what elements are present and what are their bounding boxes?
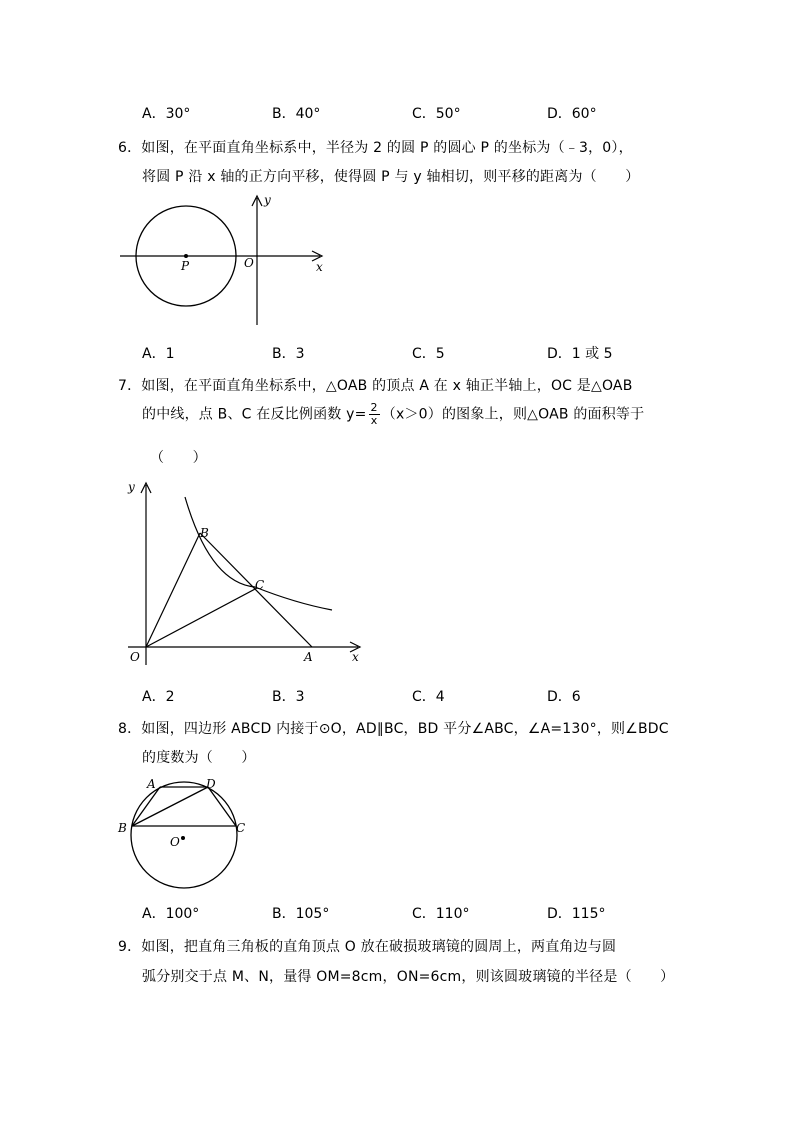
label-o: O (170, 835, 180, 849)
label-o: O (130, 650, 140, 664)
q8-option-b[interactable]: B．105° (272, 906, 330, 922)
label-a: A (147, 777, 156, 791)
q7-text-line2 (142, 402, 644, 427)
q5-option-c[interactable]: C．50° (412, 106, 461, 122)
center-o-dot (181, 836, 185, 840)
q8-option-c[interactable]: C．110° (412, 906, 470, 922)
q5-option-d[interactable]: D．60° (547, 106, 597, 122)
q8-figure (115, 772, 255, 892)
q9-text-line2: 弧分别交于点 M、N，量得 OM=8cm，ON=6cm，则该圆玻璃镜的半径是（ ） (142, 969, 675, 985)
segment-bd (132, 787, 208, 826)
q7-line2-post: （x＞0）的图象上，则△OAB 的面积等于 (381, 406, 645, 423)
q5-option-b[interactable]: B．40° (272, 106, 321, 122)
q8-option-d[interactable]: D．115° (547, 906, 606, 922)
q7-text-line3: （ ） (150, 450, 207, 466)
label-b: B (200, 526, 209, 540)
q6-figure (110, 190, 340, 330)
label-x: x (352, 650, 359, 664)
q7-option-c[interactable]: C．4 (412, 689, 445, 705)
q7-option-d[interactable]: D．6 (547, 689, 581, 705)
q7-figure (120, 475, 370, 670)
label-x: x (316, 260, 323, 274)
label-p: P (181, 259, 190, 273)
label-a: A (304, 650, 313, 664)
q6-option-d[interactable]: D．1 或 5 (547, 346, 613, 362)
label-d: D (206, 777, 216, 791)
q6-text-line2: 将圆 P 沿 x 轴的正方向平移，使得圆 P 与 y 轴相切，则平移的距离为（ ） (142, 169, 640, 185)
q6-option-a[interactable]: A．1 (142, 346, 175, 362)
label-b: B (118, 821, 127, 835)
q7-option-b[interactable]: B．3 (272, 689, 305, 705)
circle-o (131, 782, 237, 888)
q5-option-a[interactable]: A．30° (142, 106, 191, 122)
q9-text-line1: 9．如图，把直角三角板的直角顶点 O 放在破损玻璃镜的圆周上，两直角边与圆 (118, 939, 617, 955)
segment-oc (146, 588, 257, 647)
q6-text-line1: 6．如图，在平面直角坐标系中，半径为 2 的圆 P 的圆心 P 的坐标为（﹣3，0）， (118, 140, 633, 156)
q6-option-c[interactable]: C．5 (412, 346, 445, 362)
q7-option-a[interactable]: A．2 (142, 689, 175, 705)
q8-text-line2: 的度数为（ ） (142, 750, 256, 766)
label-y: y (264, 193, 271, 207)
label-c: C (255, 578, 265, 592)
q7-text-line1: 7．如图，在平面直角坐标系中，△OAB 的顶点 A 在 x 轴正半轴上，OC 是△OAB (118, 378, 633, 394)
segment-ob (146, 533, 200, 647)
q8-text-line1: 8．如图，四边形 ABCD 内接于⊙O，AD∥BC，BD 平分∠ABC，∠A=130°，则∠BDC (118, 721, 669, 737)
segment-ab (132, 787, 160, 826)
label-c: C (236, 821, 246, 835)
segment-dc (208, 787, 236, 826)
label-o: O (244, 256, 254, 270)
q7-line2-pre: 的中线，点 B、C 在反比例函数 y= (142, 406, 367, 423)
q6-option-b[interactable]: B．3 (272, 346, 305, 362)
center-p-dot (184, 254, 188, 258)
label-y: y (128, 480, 135, 494)
fraction-2-over-x: $\frac{2}{x}$ (370, 401, 378, 427)
q8-option-a[interactable]: A．100° (142, 906, 200, 922)
